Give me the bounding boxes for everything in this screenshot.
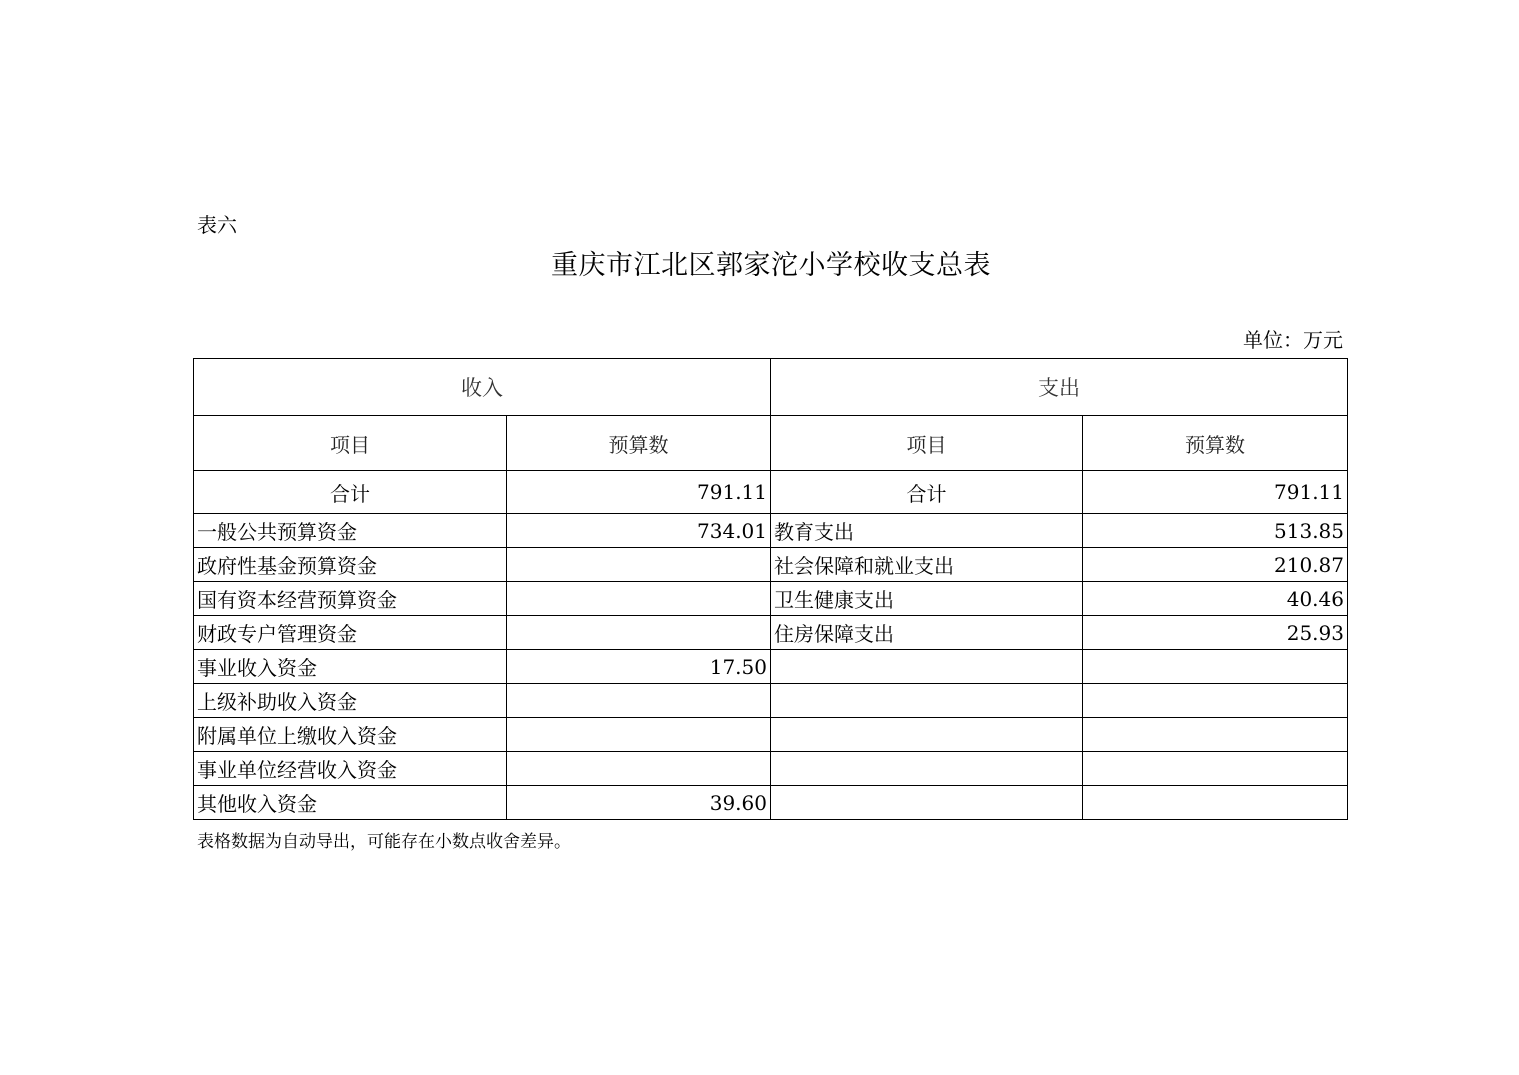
expense-total-value: 791.11 <box>1083 471 1348 514</box>
income-item-cell: 国有资本经营预算资金 <box>194 582 507 616</box>
table-row <box>194 752 1348 786</box>
income-item-cell: 其他收入资金 <box>194 786 507 820</box>
expense-item-cell <box>771 684 1083 718</box>
income-item-cell: 上级补助收入资金 <box>194 684 507 718</box>
income-section-header: 收入 <box>194 359 771 416</box>
income-amount-cell <box>507 616 771 650</box>
expense-amount-cell: 40.46 <box>1083 582 1348 616</box>
income-amount-cell: 39.60 <box>507 786 771 820</box>
expense-item-cell <box>771 786 1083 820</box>
table-row <box>194 650 1348 684</box>
income-expense-table <box>193 358 1348 820</box>
table-row <box>194 616 1348 650</box>
income-item-cell: 财政专户管理资金 <box>194 616 507 650</box>
income-amount-cell <box>507 548 771 582</box>
expense-section-header: 支出 <box>771 359 1348 416</box>
expense-amount-cell <box>1083 752 1348 786</box>
table-row <box>194 582 1348 616</box>
expense-item-cell <box>771 718 1083 752</box>
income-item-cell: 一般公共预算资金 <box>194 514 507 548</box>
section-header-row <box>194 359 1348 416</box>
income-item-cell: 事业收入资金 <box>194 650 507 684</box>
table-row <box>194 548 1348 582</box>
table-row <box>194 786 1348 820</box>
expense-amount-cell <box>1083 786 1348 820</box>
table-row <box>194 718 1348 752</box>
expense-amount-cell <box>1083 684 1348 718</box>
table-row <box>194 514 1348 548</box>
column-header-row <box>194 416 1348 471</box>
expense-amount-cell: 513.85 <box>1083 514 1348 548</box>
income-amount-cell <box>507 582 771 616</box>
expense-item-header: 项目 <box>771 416 1083 471</box>
expense-amount-cell <box>1083 650 1348 684</box>
income-item-cell: 附属单位上缴收入资金 <box>194 718 507 752</box>
expense-item-cell: 教育支出 <box>771 514 1083 548</box>
expense-amount-header: 预算数 <box>1083 416 1348 471</box>
expense-item-cell <box>771 650 1083 684</box>
expense-amount-cell <box>1083 718 1348 752</box>
page-title: 重庆市江北区郭家沱小学校收支总表 <box>551 250 991 281</box>
expense-item-cell: 住房保障支出 <box>771 616 1083 650</box>
expense-item-cell: 社会保障和就业支出 <box>771 548 1083 582</box>
income-item-header: 项目 <box>194 416 507 471</box>
income-amount-cell <box>507 752 771 786</box>
unit-label: 单位：万元 <box>1243 328 1343 352</box>
income-amount-cell <box>507 684 771 718</box>
total-row <box>194 471 1348 514</box>
table-row <box>194 684 1348 718</box>
income-amount-cell <box>507 718 771 752</box>
income-amount-cell: 17.50 <box>507 650 771 684</box>
expense-item-cell: 卫生健康支出 <box>771 582 1083 616</box>
income-amount-cell: 734.01 <box>507 514 771 548</box>
footnote: 表格数据为自动导出，可能存在小数点收舍差异。 <box>197 832 571 852</box>
income-total-value: 791.11 <box>507 471 771 514</box>
expense-total-label: 合计 <box>771 471 1083 514</box>
income-amount-header: 预算数 <box>507 416 771 471</box>
table-number-label: 表六 <box>197 213 237 237</box>
income-item-cell: 政府性基金预算资金 <box>194 548 507 582</box>
income-total-label: 合计 <box>194 471 507 514</box>
expense-amount-cell: 25.93 <box>1083 616 1348 650</box>
income-item-cell: 事业单位经营收入资金 <box>194 752 507 786</box>
expense-item-cell <box>771 752 1083 786</box>
expense-amount-cell: 210.87 <box>1083 548 1348 582</box>
